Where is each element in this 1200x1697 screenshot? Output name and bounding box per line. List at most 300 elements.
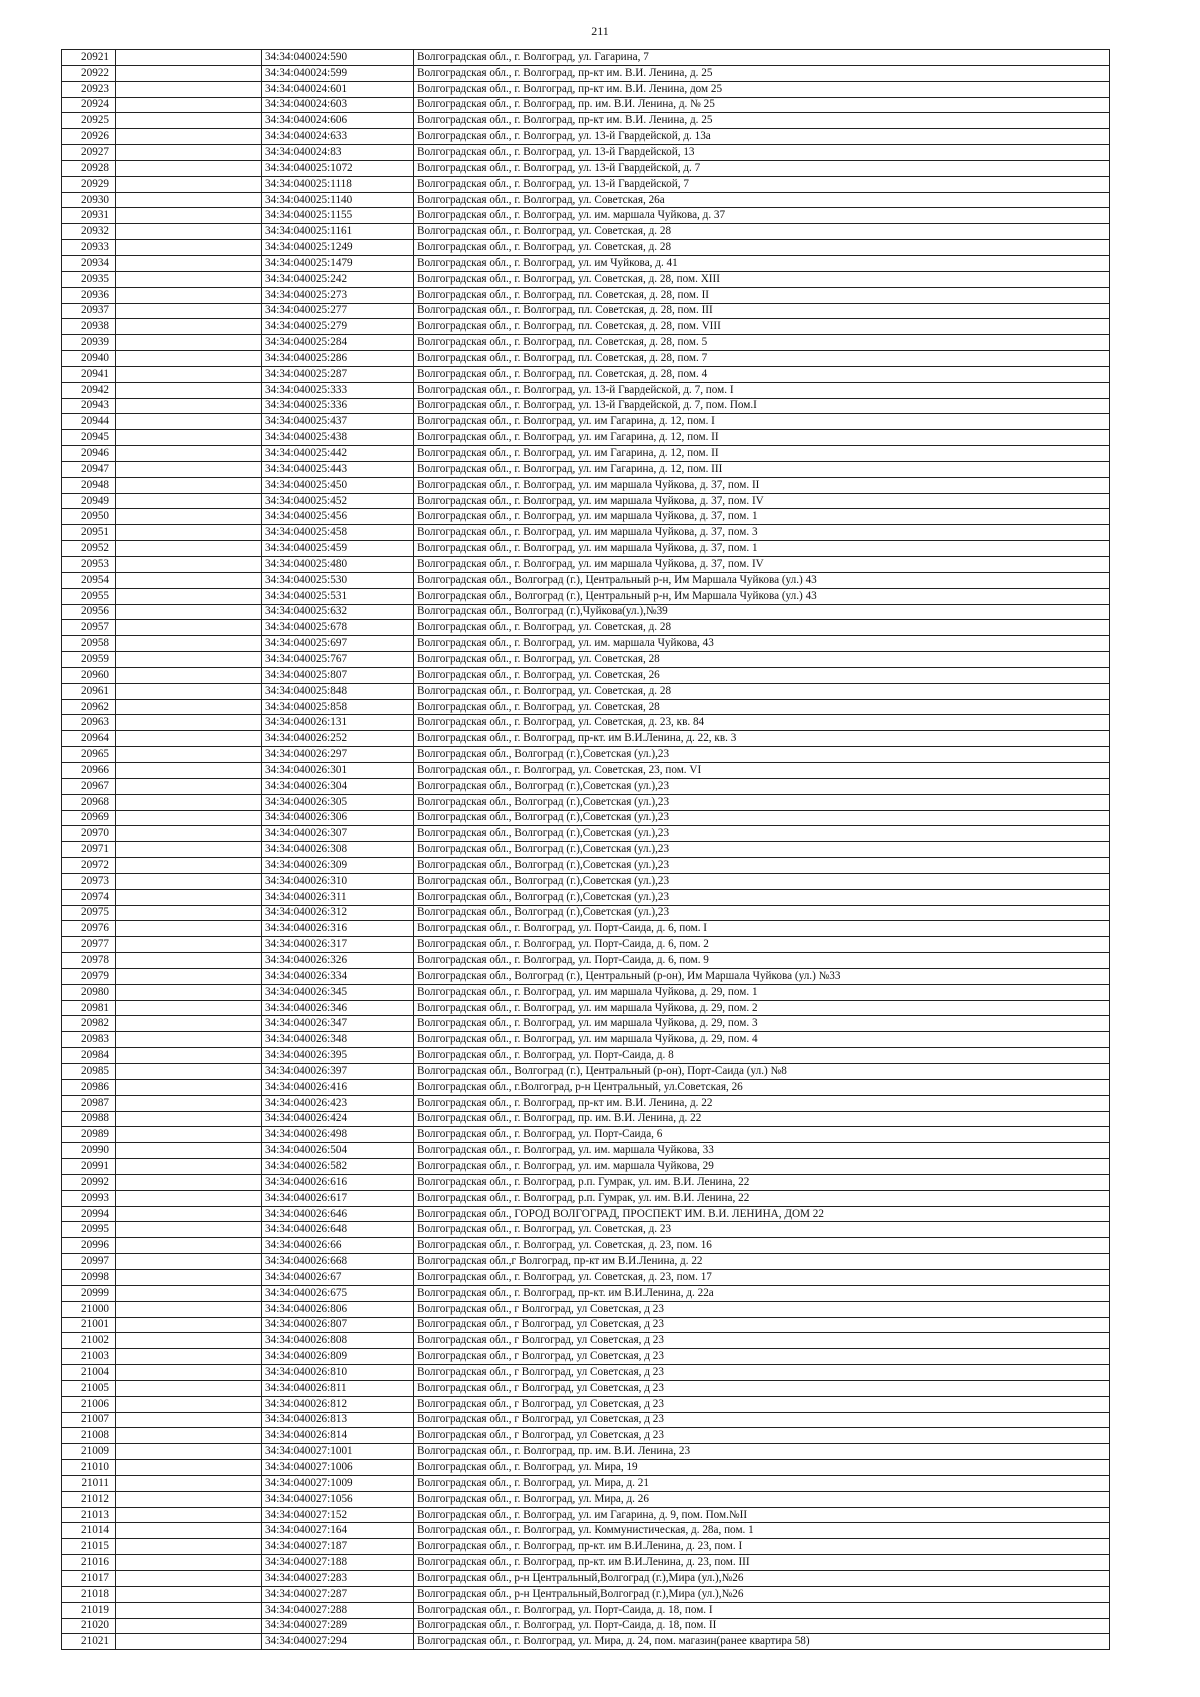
row-number: 21006 <box>62 1396 116 1412</box>
address: Волгоградская обл., г. Волгоград, пр. им. В.И. Ленина, 23 <box>414 1444 1110 1460</box>
address: Волгоградская обл., г. Волгоград, ул. Гагарина, 7 <box>414 50 1110 66</box>
cadastral-number: 34:34:040025:456 <box>262 509 414 525</box>
address: Волгоградская обл., г. Волгоград, пр-кт им. В.И. Ленина, д. 22 <box>414 1095 1110 1111</box>
row-number: 20965 <box>62 747 116 763</box>
cadastral-number: 34:34:040027:1006 <box>262 1460 414 1476</box>
table-row <box>62 1491 1110 1507</box>
address: Волгоградская обл., Волгоград (г.),Советская (ул.),23 <box>414 873 1110 889</box>
address: Волгоградская обл., г. Волгоград, ул. Советская, д. 23, кв. 84 <box>414 715 1110 731</box>
empty-cell <box>116 1174 262 1190</box>
row-number: 20969 <box>62 810 116 826</box>
cadastral-number: 34:34:040026:675 <box>262 1285 414 1301</box>
row-number: 21002 <box>62 1333 116 1349</box>
address: Волгоградская обл., г. Волгоград, ул. им маршала Чуйкова, д. 37, пом. IV <box>414 493 1110 509</box>
empty-cell <box>116 1523 262 1539</box>
empty-cell <box>116 810 262 826</box>
cadastral-number: 34:34:040025:277 <box>262 303 414 319</box>
table-row <box>62 1190 1110 1206</box>
cadastral-number: 34:34:040026:648 <box>262 1222 414 1238</box>
cadastral-number: 34:34:040026:304 <box>262 778 414 794</box>
cadastral-number: 34:34:040025:336 <box>262 398 414 414</box>
table-row <box>62 1586 1110 1602</box>
address: Волгоградская обл., г. Волгоград, ул. им Гагарина, д. 12, пом. III <box>414 461 1110 477</box>
empty-cell <box>116 1206 262 1222</box>
empty-cell <box>116 414 262 430</box>
cadastral-number: 34:34:040027:289 <box>262 1618 414 1634</box>
address: Волгоградская обл., г. Волгоград, ул. им маршала Чуйкова, д. 29, пом. 2 <box>414 1000 1110 1016</box>
cadastral-number: 34:34:040025:531 <box>262 588 414 604</box>
cadastral-number: 34:34:040026:131 <box>262 715 414 731</box>
address: Волгоградская обл., Волгоград (г.),Советская (ул.),23 <box>414 858 1110 874</box>
row-number: 21011 <box>62 1475 116 1491</box>
cadastral-number: 34:34:040025:284 <box>262 335 414 351</box>
empty-cell <box>116 477 262 493</box>
table-row <box>62 683 1110 699</box>
empty-cell <box>116 1016 262 1032</box>
row-number: 20926 <box>62 129 116 145</box>
row-number: 20946 <box>62 446 116 462</box>
table-row <box>62 303 1110 319</box>
row-number: 20977 <box>62 937 116 953</box>
row-number: 20956 <box>62 604 116 620</box>
table-row <box>62 1095 1110 1111</box>
table-row <box>62 1206 1110 1222</box>
address: Волгоградская обл., р-н Центральный,Волгоград (г.),Мира (ул.),№26 <box>414 1571 1110 1587</box>
row-number: 20959 <box>62 652 116 668</box>
empty-cell <box>116 588 262 604</box>
empty-cell <box>116 1571 262 1587</box>
cadastral-number: 34:34:040025:697 <box>262 636 414 652</box>
empty-cell <box>116 335 262 351</box>
empty-cell <box>116 1159 262 1175</box>
row-number: 21020 <box>62 1618 116 1634</box>
cadastral-number: 34:34:040026:395 <box>262 1048 414 1064</box>
row-number: 21005 <box>62 1380 116 1396</box>
cadastral-number: 34:34:040027:283 <box>262 1571 414 1587</box>
row-number: 20999 <box>62 1285 116 1301</box>
table-row <box>62 65 1110 81</box>
table-row <box>62 97 1110 113</box>
row-number: 20974 <box>62 889 116 905</box>
row-number: 20982 <box>62 1016 116 1032</box>
cadastral-number: 34:34:040026:397 <box>262 1064 414 1080</box>
empty-cell <box>116 683 262 699</box>
row-number: 20948 <box>62 477 116 493</box>
table-row <box>62 968 1110 984</box>
address: Волгоградская обл., Волгоград (г.), Центральный р-н, Им Маршала Чуйкова (ул.) 43 <box>414 588 1110 604</box>
row-number: 20935 <box>62 271 116 287</box>
empty-cell <box>116 65 262 81</box>
cadastral-number: 34:34:040026:806 <box>262 1301 414 1317</box>
row-number: 20947 <box>62 461 116 477</box>
empty-cell <box>116 1396 262 1412</box>
address: Волгоградская обл., г Волгоград, ул Советская, д 23 <box>414 1333 1110 1349</box>
cadastral-number: 34:34:040027:288 <box>262 1602 414 1618</box>
empty-cell <box>116 1000 262 1016</box>
table-row <box>62 1428 1110 1444</box>
empty-cell <box>116 398 262 414</box>
empty-cell <box>116 1618 262 1634</box>
cadastral-number: 34:34:040026:317 <box>262 937 414 953</box>
row-number: 20938 <box>62 319 116 335</box>
row-number: 20997 <box>62 1254 116 1270</box>
row-number: 20943 <box>62 398 116 414</box>
empty-cell <box>116 873 262 889</box>
address: Волгоградская обл., г. Волгоград, ул. им маршала Чуйкова, д. 37, пом. 3 <box>414 525 1110 541</box>
address: Волгоградская обл., г. Волгоград, пр-кт им. В.И. Ленина, д. 25 <box>414 113 1110 129</box>
row-number: 20927 <box>62 145 116 161</box>
address: Волгоградская обл., г. Волгоград, ул. им Гагарина, д. 12, пом. I <box>414 414 1110 430</box>
address: Волгоградская обл., Волгоград (г.),Советская (ул.),23 <box>414 747 1110 763</box>
row-number: 21007 <box>62 1412 116 1428</box>
address: Волгоградская обл., г. Волгоград, ул. Коммунистическая, д. 28а, пом. 1 <box>414 1523 1110 1539</box>
table-row <box>62 176 1110 192</box>
row-number: 20934 <box>62 255 116 271</box>
table-row <box>62 1159 1110 1175</box>
cadastral-number: 34:34:040025:333 <box>262 382 414 398</box>
cadastral-number: 34:34:040025:242 <box>262 271 414 287</box>
address: Волгоградская обл., г. Волгоград, ул. им Гагарина, д. 12, пом. II <box>414 430 1110 446</box>
empty-cell <box>116 525 262 541</box>
row-number: 20993 <box>62 1190 116 1206</box>
address: Волгоградская обл., г. Волгоград, р.п. Гумрак, ул. им. В.И. Ленина, 22 <box>414 1190 1110 1206</box>
address: Волгоградская обл., г. Волгоград, ул. 13-й Гвардейской, д. 7, пом. I <box>414 382 1110 398</box>
cadastral-number: 34:34:040024:633 <box>262 129 414 145</box>
empty-cell <box>116 1064 262 1080</box>
address: Волгоградская обл., г. Волгоград, ул. 13-й Гвардейской, 7 <box>414 176 1110 192</box>
address: Волгоградская обл., г. Волгоград, ул. Советская, д. 28, пом. XIII <box>414 271 1110 287</box>
address: Волгоградская обл., г. Волгоград, ул. им маршала Чуйкова, д. 37, пом. II <box>414 477 1110 493</box>
row-number: 20992 <box>62 1174 116 1190</box>
table-row <box>62 1238 1110 1254</box>
row-number: 20930 <box>62 192 116 208</box>
address: Волгоградская обл., р-н Центральный,Волгоград (г.),Мира (ул.),№26 <box>414 1586 1110 1602</box>
table-row <box>62 192 1110 208</box>
address: Волгоградская обл., г. Волгоград, ул. Порт-Саида, 6 <box>414 1127 1110 1143</box>
row-number: 20968 <box>62 794 116 810</box>
empty-cell <box>116 1238 262 1254</box>
address: Волгоградская обл., г. Волгоград, пр-кт им. В.И. Ленина, дом 25 <box>414 81 1110 97</box>
address: Волгоградская обл., г Волгоград, ул Советская, д 23 <box>414 1317 1110 1333</box>
empty-cell <box>116 1349 262 1365</box>
address: Волгоградская обл., г. Волгоград, ул. Советская, д. 28 <box>414 683 1110 699</box>
address: Волгоградская обл.,г Волгоград, пр-кт им В.И.Ленина, д. 22 <box>414 1254 1110 1270</box>
address: Волгоградская обл., г. Волгоград, ул. Порт-Саида, д. 6, пом. 2 <box>414 937 1110 953</box>
cadastral-number: 34:34:040026:348 <box>262 1032 414 1048</box>
cadastral-number: 34:34:040025:858 <box>262 699 414 715</box>
table-row <box>62 826 1110 842</box>
row-number: 21003 <box>62 1349 116 1365</box>
table-row <box>62 414 1110 430</box>
table-row <box>62 699 1110 715</box>
empty-cell <box>116 287 262 303</box>
table-row <box>62 541 1110 557</box>
address: Волгоградская обл., г. Волгоград, пл. Советская, д. 28, пом. II <box>414 287 1110 303</box>
cadastral-number: 34:34:040024:83 <box>262 145 414 161</box>
cadastral-number: 34:34:040026:811 <box>262 1380 414 1396</box>
address: Волгоградская обл., г. Волгоград, ул. Советская, 26а <box>414 192 1110 208</box>
row-number: 20924 <box>62 97 116 113</box>
table-row <box>62 1032 1110 1048</box>
empty-cell <box>116 160 262 176</box>
empty-cell <box>116 794 262 810</box>
empty-cell <box>116 1365 262 1381</box>
empty-cell <box>116 762 262 778</box>
row-number: 20973 <box>62 873 116 889</box>
cadastral-number: 34:34:040026:812 <box>262 1396 414 1412</box>
cadastral-number: 34:34:040026:301 <box>262 762 414 778</box>
row-number: 20985 <box>62 1064 116 1080</box>
cadastral-number: 34:34:040026:423 <box>262 1095 414 1111</box>
row-number: 20952 <box>62 541 116 557</box>
empty-cell <box>116 97 262 113</box>
address: Волгоградская обл., г. Волгоград, р.п. Гумрак, ул. им. В.И. Ленина, 22 <box>414 1174 1110 1190</box>
empty-cell <box>116 715 262 731</box>
table-row <box>62 1174 1110 1190</box>
cadastral-number: 34:34:040027:1001 <box>262 1444 414 1460</box>
empty-cell <box>116 1333 262 1349</box>
address: Волгоградская обл., г. Волгоград, пр. им. В.И. Ленина, д. 22 <box>414 1111 1110 1127</box>
empty-cell <box>116 1634 262 1650</box>
table-row <box>62 1618 1110 1634</box>
empty-cell <box>116 50 262 66</box>
cadastral-number: 34:34:040025:438 <box>262 430 414 446</box>
table-row <box>62 1317 1110 1333</box>
table-row <box>62 1396 1110 1412</box>
empty-cell <box>116 1222 262 1238</box>
cadastral-number: 34:34:040025:632 <box>262 604 414 620</box>
table-row <box>62 525 1110 541</box>
address: Волгоградская обл., г. Волгоград, ул. им. маршала Чуйкова, 33 <box>414 1143 1110 1159</box>
empty-cell <box>116 1317 262 1333</box>
address: Волгоградская обл., Волгоград (г.),Советская (ул.),23 <box>414 905 1110 921</box>
table-row <box>62 477 1110 493</box>
address: Волгоградская обл., г Волгоград, ул Советская, д 23 <box>414 1412 1110 1428</box>
table-row <box>62 1285 1110 1301</box>
row-number: 20923 <box>62 81 116 97</box>
empty-cell <box>116 271 262 287</box>
table-row <box>62 1444 1110 1460</box>
row-number: 20936 <box>62 287 116 303</box>
address: Волгоградская обл., г. Волгоград, ул. Советская, д. 23 <box>414 1222 1110 1238</box>
row-number: 20940 <box>62 351 116 367</box>
empty-cell <box>116 937 262 953</box>
empty-cell <box>116 778 262 794</box>
address: Волгоградская обл., г. Волгоград, пр. им. В.И. Ленина, д. № 25 <box>414 97 1110 113</box>
table-row <box>62 113 1110 129</box>
empty-cell <box>116 366 262 382</box>
cadastral-number: 34:34:040025:530 <box>262 572 414 588</box>
empty-cell <box>116 699 262 715</box>
address: Волгоградская обл., г. Волгоград, пр-кт им. В.И. Ленина, д. 25 <box>414 65 1110 81</box>
cadastral-number: 34:34:040024:603 <box>262 97 414 113</box>
empty-cell <box>116 1269 262 1285</box>
address: Волгоградская обл., г. Волгоград, ул. Советская, д. 28 <box>414 240 1110 256</box>
table-row <box>62 1460 1110 1476</box>
table-row <box>62 572 1110 588</box>
cadastral-number: 34:34:040026:347 <box>262 1016 414 1032</box>
row-number: 20971 <box>62 842 116 858</box>
empty-cell <box>116 826 262 842</box>
cadastral-number: 34:34:040026:807 <box>262 1317 414 1333</box>
address: Волгоградская обл., г. Волгоград, ул. им Чуйкова, д. 41 <box>414 255 1110 271</box>
empty-cell <box>116 145 262 161</box>
address: Волгоградская обл., г. Волгоград, ул. им Гагарина, д. 9, пом. Пом.№II <box>414 1507 1110 1523</box>
row-number: 20962 <box>62 699 116 715</box>
empty-cell <box>116 1127 262 1143</box>
address: Волгоградская обл., г. Волгоград, пр-кт. им В.И.Ленина, д. 23, пом. I <box>414 1539 1110 1555</box>
row-number: 20949 <box>62 493 116 509</box>
table-row <box>62 1634 1110 1650</box>
cadastral-number: 34:34:040026:297 <box>262 747 414 763</box>
cadastral-number: 34:34:040026:416 <box>262 1079 414 1095</box>
empty-cell <box>116 1555 262 1571</box>
cadastral-number: 34:34:040026:252 <box>262 731 414 747</box>
address: Волгоградская обл., г. Волгоград, пл. Советская, д. 28, пом. III <box>414 303 1110 319</box>
empty-cell <box>116 176 262 192</box>
cadastral-number: 34:34:040026:582 <box>262 1159 414 1175</box>
table-row <box>62 145 1110 161</box>
address: Волгоградская обл., Волгоград (г.), Центральный (р-он), Им Маршала Чуйкова (ул.) №33 <box>414 968 1110 984</box>
empty-cell <box>116 1412 262 1428</box>
table-row <box>62 810 1110 826</box>
cadastral-number: 34:34:040026:646 <box>262 1206 414 1222</box>
row-number: 20987 <box>62 1095 116 1111</box>
row-number: 20950 <box>62 509 116 525</box>
cadastral-number: 34:34:040027:164 <box>262 1523 414 1539</box>
cadastral-number: 34:34:040026:813 <box>262 1412 414 1428</box>
row-number: 20958 <box>62 636 116 652</box>
table-row <box>62 1222 1110 1238</box>
table-row <box>62 1475 1110 1491</box>
address: Волгоградская обл., г. Волгоград, пл. Советская, д. 28, пом. 5 <box>414 335 1110 351</box>
row-number: 21012 <box>62 1491 116 1507</box>
row-number: 21013 <box>62 1507 116 1523</box>
cadastral-number: 34:34:040025:443 <box>262 461 414 477</box>
table-row <box>62 1349 1110 1365</box>
cadastral-number: 34:34:040026:305 <box>262 794 414 810</box>
address: Волгоградская обл., г. Волгоград, ул. Советская, 28 <box>414 699 1110 715</box>
cadastral-number: 34:34:040025:458 <box>262 525 414 541</box>
cadastral-number: 34:34:040026:346 <box>262 1000 414 1016</box>
table-row <box>62 319 1110 335</box>
row-number: 20972 <box>62 858 116 874</box>
row-number: 21015 <box>62 1539 116 1555</box>
cadastral-number: 34:34:040027:287 <box>262 1586 414 1602</box>
row-number: 20960 <box>62 667 116 683</box>
address: Волгоградская обл., г Волгоград, ул Советская, д 23 <box>414 1349 1110 1365</box>
table-row <box>62 382 1110 398</box>
address: Волгоградская обл., Волгоград (г.), Центральный р-н, Им Маршала Чуйкова (ул.) 43 <box>414 572 1110 588</box>
table-row <box>62 984 1110 1000</box>
table-row <box>62 652 1110 668</box>
table-row <box>62 287 1110 303</box>
address: Волгоградская обл., г. Волгоград, ул. 13-й Гвардейской, д. 7 <box>414 160 1110 176</box>
address: Волгоградская обл., г. Волгоград, ул. им маршала Чуйкова, д. 29, пом. 3 <box>414 1016 1110 1032</box>
empty-cell <box>116 1475 262 1491</box>
table-row <box>62 1000 1110 1016</box>
address: Волгоградская обл., г. Волгоград, ул. Порт-Саида, д. 18, пом. II <box>414 1618 1110 1634</box>
row-number: 20988 <box>62 1111 116 1127</box>
empty-cell <box>116 604 262 620</box>
row-number: 20980 <box>62 984 116 1000</box>
table-row <box>62 1507 1110 1523</box>
empty-cell <box>116 192 262 208</box>
table-row <box>62 1254 1110 1270</box>
row-number: 21017 <box>62 1571 116 1587</box>
address: Волгоградская обл., г Волгоград, ул Советская, д 23 <box>414 1301 1110 1317</box>
row-number: 20978 <box>62 953 116 969</box>
table-row <box>62 905 1110 921</box>
empty-cell <box>116 430 262 446</box>
empty-cell <box>116 652 262 668</box>
table-row <box>62 1301 1110 1317</box>
table-row <box>62 50 1110 66</box>
address: Волгоградская обл., г Волгоград, ул Советская, д 23 <box>414 1365 1110 1381</box>
cadastral-number: 34:34:040025:286 <box>262 351 414 367</box>
table-row <box>62 493 1110 509</box>
row-number: 21010 <box>62 1460 116 1476</box>
empty-cell <box>116 636 262 652</box>
empty-cell <box>116 905 262 921</box>
row-number: 20939 <box>62 335 116 351</box>
empty-cell <box>116 240 262 256</box>
empty-cell <box>116 921 262 937</box>
cadastral-number: 34:34:040025:459 <box>262 541 414 557</box>
address: Волгоградская обл., г. Волгоград, ул. Порт-Саида, д. 6, пом. 9 <box>414 953 1110 969</box>
cadastral-number: 34:34:040026:498 <box>262 1127 414 1143</box>
row-number: 21014 <box>62 1523 116 1539</box>
address: Волгоградская обл., г. Волгоград, пл. Советская, д. 28, пом. VIII <box>414 319 1110 335</box>
empty-cell <box>116 1491 262 1507</box>
table-row <box>62 667 1110 683</box>
address: Волгоградская обл., г. Волгоград, ул. им маршала Чуйкова, д. 29, пом. 1 <box>414 984 1110 1000</box>
cadastral-number: 34:34:040025:1072 <box>262 160 414 176</box>
row-number: 20944 <box>62 414 116 430</box>
table-row <box>62 1064 1110 1080</box>
empty-cell <box>116 953 262 969</box>
row-number: 20976 <box>62 921 116 937</box>
cadastral-number: 34:34:040026:311 <box>262 889 414 905</box>
address: Волгоградская обл., ГОРОД ВОЛГОГРАД, ПРОСПЕКТ ИМ. В.И. ЛЕНИНА, ДОМ 22 <box>414 1206 1110 1222</box>
table-row <box>62 1380 1110 1396</box>
address: Волгоградская обл., г. Волгоград, ул. Мира, д. 24, пом. магазин(ранее квартира 58) <box>414 1634 1110 1650</box>
row-number: 20981 <box>62 1000 116 1016</box>
table-row <box>62 1127 1110 1143</box>
empty-cell <box>116 667 262 683</box>
cadastral-number: 34:34:040025:767 <box>262 652 414 668</box>
cadastral-number: 34:34:040026:616 <box>262 1174 414 1190</box>
empty-cell <box>116 1460 262 1476</box>
address: Волгоградская обл., г. Волгоград, ул. им. маршала Чуйкова, 29 <box>414 1159 1110 1175</box>
cadastral-number: 34:34:040026:310 <box>262 873 414 889</box>
address: Волгоградская обл., г. Волгоград, ул. 13-й Гвардейской, д. 7, пом. Пом.I <box>414 398 1110 414</box>
address: Волгоградская обл., г Волгоград, ул Советская, д 23 <box>414 1396 1110 1412</box>
empty-cell <box>116 968 262 984</box>
empty-cell <box>116 1507 262 1523</box>
row-number: 20957 <box>62 620 116 636</box>
table-row <box>62 1016 1110 1032</box>
registry-body <box>62 50 1110 1650</box>
cadastral-number: 34:34:040025:678 <box>262 620 414 636</box>
table-row <box>62 1111 1110 1127</box>
row-number: 20954 <box>62 572 116 588</box>
row-number: 21021 <box>62 1634 116 1650</box>
empty-cell <box>116 303 262 319</box>
cadastral-number: 34:34:040025:437 <box>262 414 414 430</box>
table-row <box>62 1079 1110 1095</box>
cadastral-number: 34:34:040027:152 <box>262 1507 414 1523</box>
